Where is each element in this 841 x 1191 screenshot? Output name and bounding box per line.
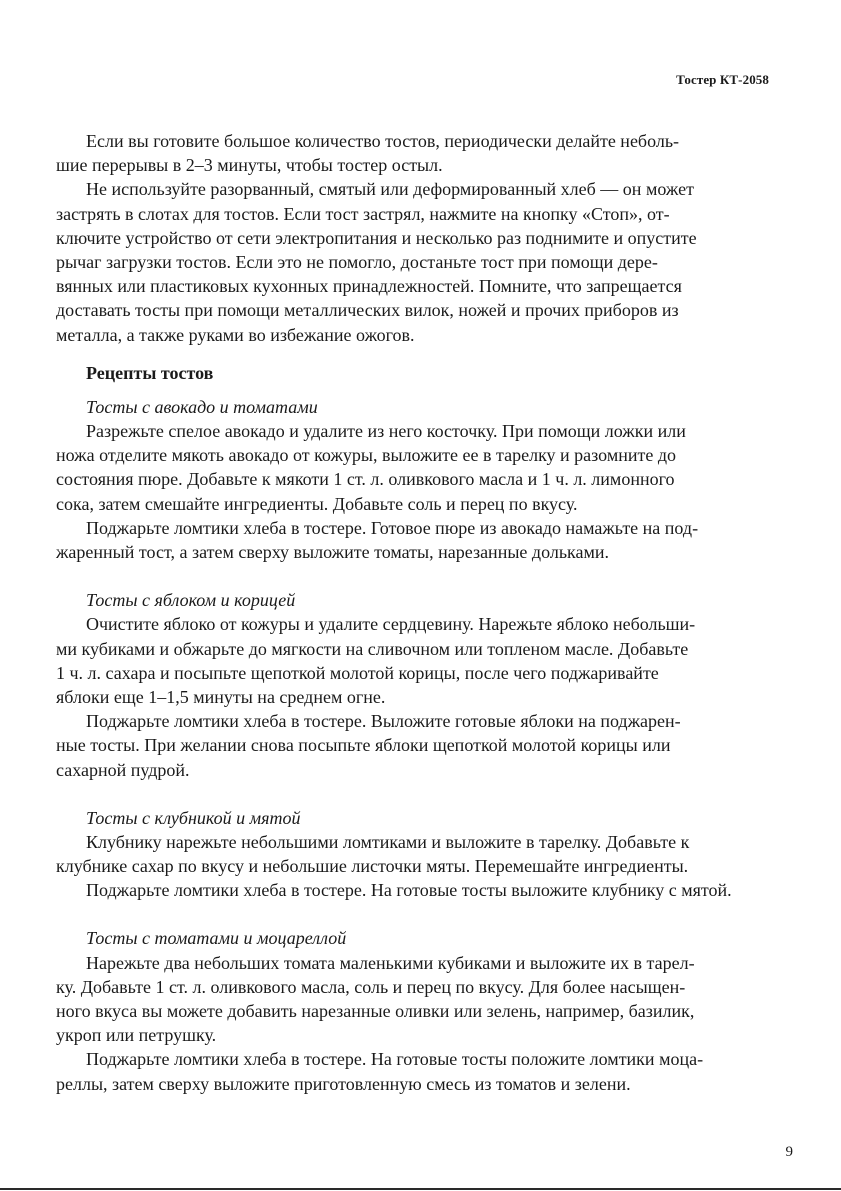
text-line: 1 ч. л. сахара и посыпьте щепоткой молотой корицы, после чего поджаривайте bbox=[56, 662, 659, 683]
section-heading: Рецепты тостов bbox=[86, 362, 214, 383]
text-line: ные тосты. При желании снова посыпьте яблоки щепоткой молотой корицы или bbox=[56, 735, 671, 756]
text-line: Поджарьте ломтики хлеба в тостере. Выложите готовые яблоки на поджарен- bbox=[86, 711, 681, 732]
text-line: ножа отделите мякоть авокадо от кожуры, выложите ее в тарелку и разомните до bbox=[56, 445, 677, 466]
text-line: застрять в слотах для тостов. Если тост застрял, нажмите на кнопку «Стоп», от- bbox=[56, 203, 670, 224]
recipe-title: Тосты с яблоком и корицей bbox=[86, 590, 296, 611]
text-line: ми кубиками и обжарьте до мягкости на сливочном или топленом масле. Добавьте bbox=[56, 638, 689, 659]
spacer bbox=[56, 564, 771, 588]
text-line: металла, а также руками во избежание ожогов. bbox=[56, 324, 415, 345]
running-header: Тостер КТ-2058 bbox=[676, 72, 769, 87]
page-body bbox=[56, 129, 771, 1096]
text-line: Не используйте разорванный, смятый или деформированный хлеб — он может bbox=[86, 179, 694, 200]
text-line: рычаг загрузки тостов. Если это не помогло, достаньте тост при помощи дере- bbox=[56, 251, 658, 272]
text-line: сахарной пудрой. bbox=[56, 759, 190, 780]
bottom-divider bbox=[0, 1188, 841, 1190]
spacer bbox=[56, 902, 771, 926]
text-line: Очистите яблоко от кожуры и удалите сердцевину. Нарежьте яблоко небольши- bbox=[86, 614, 696, 635]
recipe-title: Тосты с авокадо и томатами bbox=[86, 396, 318, 417]
text-line: Поджарьте ломтики хлеба в тостере. На готовые тосты положите ломтики моца- bbox=[86, 1049, 704, 1070]
text-line: Если вы готовите большое количество тостов, периодически делайте неболь- bbox=[86, 131, 680, 151]
text-line: реллы, затем сверху выложите приготовленную смесь из томатов и зелени. bbox=[56, 1073, 631, 1094]
text-line: доставать тосты при помощи металлических вилок, ножей и прочих приборов из bbox=[56, 300, 679, 321]
text-line: сока, затем смешайте ингредиенты. Добавьте соль и перец по вкусу. bbox=[56, 493, 578, 514]
text-line: Разрежьте спелое авокадо и удалите из него косточку. При помощи ложки или bbox=[86, 421, 686, 442]
text-line: клубнике сахар по вкусу и небольшие листочки мяты. Перемешайте ингредиенты. bbox=[56, 856, 689, 877]
text-line: Нарежьте два небольших томата маленькими кубиками и выложите их в тарел- bbox=[86, 952, 695, 973]
text-line: Поджарьте ломтики хлеба в тостере. Готовое пюре из авокадо намажьте на под- bbox=[86, 517, 699, 538]
text-line: вянных или пластиковых кухонных принадлежностей. Помните, что запрещается bbox=[56, 276, 682, 297]
text-line: ного вкуса вы можете добавить нарезанные оливки или зелень, например, базилик, bbox=[56, 1001, 695, 1021]
text-line: ключите устройство от сети электропитания и несколько раз поднимите и опустите bbox=[56, 227, 697, 248]
page-number: 9 bbox=[785, 1144, 793, 1160]
text-line: яблоки еще 1–1,5 минуты на среднем огне. bbox=[56, 686, 386, 707]
text-line: состояния пюре. Добавьте к мякоти 1 ст. л. оливкового масла и 1 ч. л. лимонного bbox=[56, 469, 675, 490]
spacer bbox=[56, 782, 771, 806]
recipe-title: Тосты с томатами и моцареллой bbox=[86, 928, 347, 949]
text-line: ку. Добавьте 1 ст. л. оливкового масла, соль и перец по вкусу. Для более насыщен- bbox=[56, 976, 686, 997]
text-line: Клубнику нарежьте небольшими ломтиками и выложите в тарелку. Добавьте к bbox=[86, 831, 690, 852]
text-line: жаренный тост, а затем сверху выложите томаты, нарезанные дольками. bbox=[56, 542, 610, 562]
recipe-title: Тосты с клубникой и мятой bbox=[86, 807, 301, 828]
text-line: Поджарьте ломтики хлеба в тостере. На готовые тосты выложите клубнику с мятой. bbox=[86, 880, 732, 901]
text-line: укроп или петрушку. bbox=[56, 1025, 217, 1046]
text-line: шие перерывы в 2–3 минуты, чтобы тостер остыл. bbox=[56, 155, 443, 176]
